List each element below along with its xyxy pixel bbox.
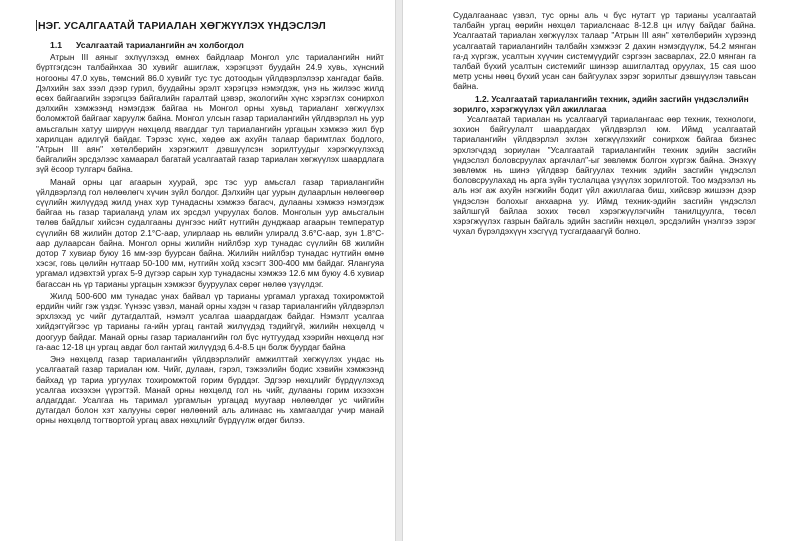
page-left-column [36,14,384,428]
chapter-title-text: НЭГ. УСАЛГААТАЙ ТАРИАЛАН ХӨГЖҮҮЛЭХ ҮНДЭСЛЭЛ [38,20,326,32]
paragraph: Жилд 500-600 мм тунадас унах байвал үр тарианы ургамал ургахад тохиромжтой ердийн чийг гэж үздэг. Үүнээс үзвэл, манай орны хэдэн ч газар тариалангийн үйлдвэрлэл эрхлэхэд ус чийг дутагдалтай, нэмэлт усалгаа шаардагдаж байдаг. Нэмэлт усалгаа хийдэггүйгээс үр тарианы га-ийн ургац гантай жилүүдэд тэдийгүй, жилийн нөхцөлд ч доогуур байдаг. Манай орны газар тариалангийн гол бүс нутгуудад хээрийн нөхцөлд нэг га-аас 12-18 цн ургац авдаг бол гантай жилүүдэд 6.4-8.5 цн болж буурдаг байна [36,290,384,352]
section-heading-1-1 [36,40,384,50]
page-right-column [453,10,756,238]
chapter-title [36,20,384,32]
section-heading-text: Усалгаатай тариалангийн ач холбогдол [76,40,244,50]
paragraph: Атрын III аяныг эхлүүлэхэд өмнөх байдлаар Монгол улс тариалангийн нийт бүртгэгдсэн талбайнхаа 30 хувийг ашиглаж, хэрэгцээт буудайн 24.9 хувь, хүнсний ногооны 47.0 хувь, төмсний 86.0 хувийг тус тус дотоодын үйлдвэрлэлээр хангадаг байв. Дэлхийн зах зээл дээр гурил, буудайны эрэлт хэрэгцээ нэмэгдэж, үнэ нь жилээс жилд өсөх байгаагийн зэрэгцээ байгалийн гаралтай цэвэр, экологийн хүнс хэрэглэх сонирхол дэлхийн хэмжээнд нэмэгдэж байгаа нь Монгол орны хувьд тариаланг хөгжүүлэх боломжтой байгааг харуулж байна. Монгол улсын газар тариалангийн үйлдвэрлэл нь уур амьсгалын хатуу ширүүн нөхцөлд явагддаг тул тариалангийн ургацын хэмжээ жил бүр харилцан адилгүй байдаг. Тэрээс хүнс, хөдөө аж ахуйн талаар баримтлах бодлого, "Атрын III аян" хөтөлбөрийн хэрэгжилт дэвшүүлсэн зорилтуудыг хэрэгжүүлэхэд байгалийн эрсдэлээс хамаарал багатай усалгаатай газар тариалан хөгжүүлэх шаардлага зүй ёсоор тулгарч байна. [36,52,384,175]
section-heading-1-2 [453,94,756,114]
section-number: 1.2. [475,93,489,104]
paragraph: Манай орны цаг агаарын хуурай, эрс тэс уур амьсгал газар тариалангийн үйлдвэрлэлд гол нөлөөлөгч хүчин зүйл болдог. Дэлхийн цаг уурын дулаарлын нөлөөгөөр сүүлийн жилүүдэд жилд унах хур тунадасны хэмжээ багасч, дулааны хэмжээ нэмэгдэж байгаа нь газар тариаланд улам их эрсдэл учруулах болов. Монголын уур амьсгалын төлөв байдлыг хийсэн судалгааны дүнгээс нийт нутгийн дунджаар агаарын температур сүүлийн 68 жилийн дотор 2.1°С-аар, улирлаар нь өвлийн улиралд 3.6°С-аар, зун 1.8°С-аар дулаарсан байна. Монгол орны жилийн нийлбэр хур тунадас сүүлийн 68 жилийн дотор 7 хувиар буюу 16 мм-ээр буурсан байна. Жилийн нийлбэр тунадас нутгийн өмнө хэсэг, говь цөлийн нутгаар 50-100 мм, нутгийн хойд хэсэгт 300-400 мм байдаг. Ялангуяа ургамал идэвхтэй ургах 5-9 дүгээр сарын хур тунадасны хэмжээ 12.6 мм буюу 4.6 хувиар багассан нь үр тарианы ургацын хэмжээг бууруулах сөрөг нөлөө үзүүлдэг. [36,176,384,289]
document-page-right [402,0,787,541]
paragraph: Усалгаатай тариалан нь усалгаагүй тариалангаас өөр техник, технологи, зохион байгуулалт шаардагдах үйлдвэрлэл юм. Иймд усалгаатай тариалангийн үйлдвэрлэл эхлэн хөгжүүлэхийг сонирхож байгаа бизнес эрхлэгчдэд зориулан "Усалгаатай тариалангийн техник эдийн засгийн үндэслэл боловсруулах аргачлал"-ыг зөвлөмж болгон хүргэж байна. Энэхүү зөвлөмж нь шинэ үйлдвэр байгуулах техник эдийн засгийн үндэслэл боловсруулахад нь арга зүйн туслалцаа үзүүлэх зорилготой. Тоо мэдээлэл нь аль нэг аж ахуйн нэгжийн бодит үйл ажиллагаа биш, хийсвэр жишээн дээр үндэслэн болохыг анхаарна уу. Иймд техник-эдийн засгийн үндэслэл зайлшгүй байлаа зохих төсөл хэрэгжүүлэгчийн танилцуулга, төсөл хэрэгжүүлэх газрын байгаль эдийн засгийн нөхцөл, эрсдэлийн үнэлгээ зэрэг чухал бүрэлдэхүүн хэсгүүд тусгагдааагүй болно. [453,114,756,237]
section-heading-text: Усалгаатай тариалангийн техник, эдийн засгийн үндэслэлийн зорилго, хэрэгжүүлэх үйл ажиллагаа [453,93,749,114]
paragraph: Судалгаанаас үзвэл, тус орны аль ч бүс нутагт үр тарианы усалгаатай талбайн ургац өөрийн нөхцөл тариалснаас 8-12.8 цн илүү байдаг байна. Усалгаатай тариалан хөгжүүлэх талаар "Атрын III аян" хөтөлбөрийн хүрээнд усалгаатай тариалангийн талбайн хэмжээг 2 дахин нэмэгдүүлж, 54.2 мянган га-д хүргэж, усалтын хүүчин системүүдийг сэргээн засварлах, 22.0 мянган га талбай бүхий усалтын системийг шинээр ашиглалтад оруулах, 15 сая шоо метр усны нөөц бүхий усан сан байгуулах зэрэг зорилтыг дэвшүүлэн тавьсан байна. [453,10,756,92]
section-number: 1.1 [50,40,62,50]
text-cursor [36,20,37,31]
paragraph: Энэ нөхцөлд газар тариалангийн үйлдвэрлэлийг амжилттай хөгжүүлэх ундас нь усалгаатай газар тариалан юм. Чийг, дулаан, гэрэл, тэжээлийн бодис хэвийн хэмжээнд байхад үр тариа ургуулах тохиромжтой горим бүрддэг. Эдгээр нөхцлийг бүрдүүлэхэд усалгаа ихээхэн үүрэгтэй. Манай орны нөхцөлд гол нь чийг, дулааны горим ихээхэн алдагддаг. Усалгаа нь таримал ургамлын ургацад муугаар нөлөөлдөг ус чийгийн дутагдал болон хэт халууны сөрөг нөлөөний аль алинаас нь хамгаалдаг учир манай орны нөхцөлд тогтвортой ургац авах нөхцлийг бүрдүүлж өгдөг билээ. [36,354,384,426]
